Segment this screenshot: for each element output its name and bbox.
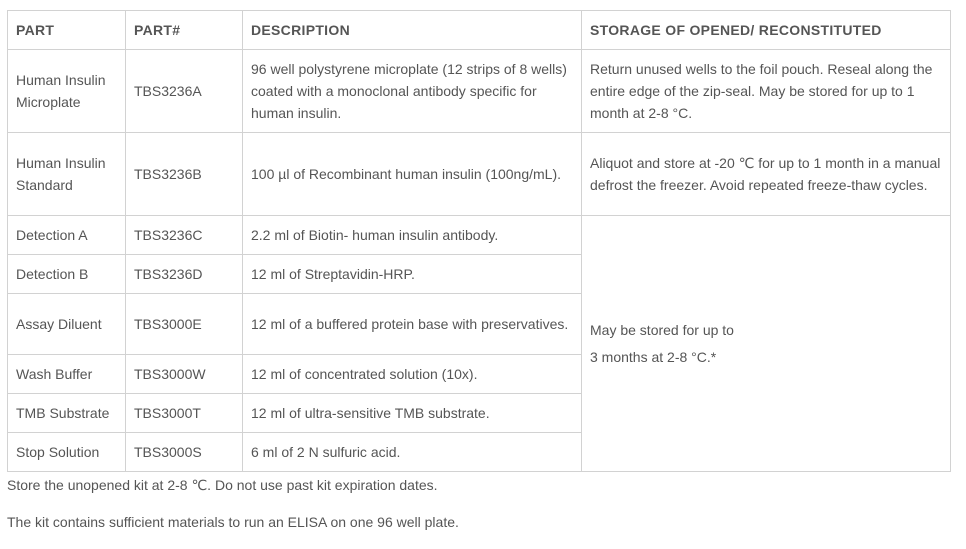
description-cell: 2.2 ml of Biotin- human insulin antibody. [243,216,582,255]
table-row [8,216,951,255]
storage-cell: Aliquot and store at -20 ℃ for up to 1 month in a manual defrost the freezer. Avoid repeated freeze-thaw cycles. [582,133,951,216]
header-part-number: PART# [126,11,243,50]
part-number-cell: TBS3236A [126,50,243,133]
part-cell: Stop Solution [8,433,126,472]
description-cell: 12 ml of ultra-sensitive TMB substrate. [243,394,582,433]
description-cell: 6 ml of 2 N sulfuric acid. [243,433,582,472]
table-row [8,133,951,216]
part-cell: Detection A [8,216,126,255]
header-storage: STORAGE OF OPENED/ RECONSTITUTED [582,11,951,50]
part-cell: Assay Diluent [8,294,126,355]
description-cell: 96 well polystyrene microplate (12 strips of 8 wells) coated with a monoclonal antibody specific for human insulin. [243,50,582,133]
description-cell: 12 ml of Streptavidin-HRP. [243,255,582,294]
storage-note: Store the unopened kit at 2-8 ℃. Do not use past kit expiration dates. [7,477,438,493]
header-description: DESCRIPTION [243,11,582,50]
description-cell: 12 ml of concentrated solution (10x). [243,355,582,394]
part-number-cell: TBS3236D [126,255,243,294]
part-number-cell: TBS3000E [126,294,243,355]
header-part: PART [8,11,126,50]
storage-merged-line-2: 3 months at 2-8 °C.* [590,348,717,365]
part-number-cell: TBS3000T [126,394,243,433]
part-cell: TMB Substrate [8,394,126,433]
storage-cell-merged [582,216,951,472]
part-cell: Wash Buffer [8,355,126,394]
description-cell: 100 µl of Recombinant human insulin (100ng/mL). [243,133,582,216]
part-number-cell: TBS3000W [126,355,243,394]
description-cell: 12 ml of a buffered protein base with preservatives. [243,294,582,355]
table-row [8,50,951,133]
table-header-row [8,11,951,50]
storage-cell: Return unused wells to the foil pouch. Reseal along the entire edge of the zip-seal. May be stored for up to 1 month at 2-8 °C. [582,50,951,133]
part-number-cell: TBS3236C [126,216,243,255]
part-cell: Detection B [8,255,126,294]
storage-merged-line-1: May be stored for up to [590,321,734,338]
part-cell: Human Insulin Microplate [8,50,126,133]
kit-components-table [7,10,951,472]
capacity-note: The kit contains sufficient materials to run an ELISA on one 96 well plate. [7,514,459,530]
part-cell: Human Insulin Standard [8,133,126,216]
part-number-cell: TBS3000S [126,433,243,472]
part-number-cell: TBS3236B [126,133,243,216]
